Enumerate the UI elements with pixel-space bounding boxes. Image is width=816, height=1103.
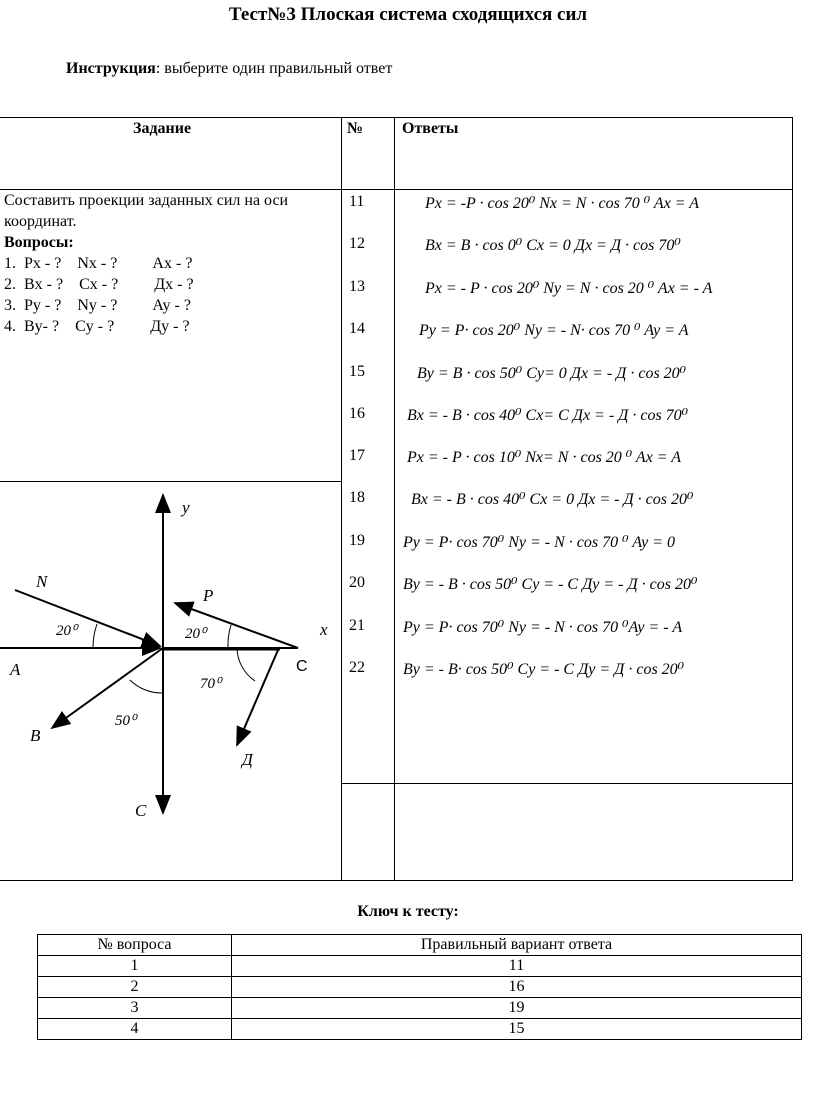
arc-20-right xyxy=(228,625,231,648)
table-border-right xyxy=(792,117,793,881)
answer-num-19: 19 xyxy=(349,532,365,549)
key-a: 16 xyxy=(232,977,802,998)
answer-key-table xyxy=(37,934,802,1040)
key-col-question: № вопроса xyxy=(38,935,232,956)
table-border-col1 xyxy=(341,117,342,881)
label-c-point: C xyxy=(296,658,308,675)
instruction xyxy=(66,60,392,78)
table-row xyxy=(38,977,802,998)
answer-22: By = - B· cos 50⁰ Cy = - C Дy = Д · cos 20⁰ xyxy=(403,661,685,678)
key-a: 19 xyxy=(232,998,802,1019)
key-q: 3 xyxy=(38,998,232,1019)
answer-15: By = B · cos 50⁰ Cy= 0 Дx = - Д · cos 20⁰ xyxy=(417,365,687,382)
table-border-bottom xyxy=(0,880,793,881)
table-border-task-divider xyxy=(0,481,341,482)
answer-num-21: 21 xyxy=(349,617,365,634)
key-q: 1 xyxy=(38,956,232,977)
answer-num-20: 20 xyxy=(349,574,365,591)
table-header-row xyxy=(38,935,802,956)
answer-num-11: 11 xyxy=(349,193,365,210)
label-p: P xyxy=(203,586,214,605)
label-a: A xyxy=(10,660,21,679)
answer-num-22: 22 xyxy=(349,659,365,676)
task-text: Составить проекции заданных сил на оси координат. xyxy=(4,192,289,230)
task-block xyxy=(4,190,336,337)
key-col-answer: Правильный вариант ответа xyxy=(232,935,802,956)
key-a: 11 xyxy=(232,956,802,977)
answer-num-12: 12 xyxy=(349,235,365,252)
arc-50 xyxy=(130,680,163,693)
table-row xyxy=(38,956,802,977)
answer-11: Px = -P · cos 20⁰ Nx = N · cos 70 ⁰ Ax = A xyxy=(425,195,700,212)
key-q: 2 xyxy=(38,977,232,998)
label-d: Д xyxy=(242,750,253,769)
table-border-col2 xyxy=(394,117,395,881)
answer-12: Bx = B · cos 0⁰ Cx = 0 Дx = Д · cos 70⁰ xyxy=(425,237,681,254)
label-x: x xyxy=(320,620,328,639)
label-b: B xyxy=(30,726,41,745)
force-n xyxy=(15,590,160,646)
label-50: 50⁰ xyxy=(115,713,137,729)
answer-19: Py = P· cos 70⁰ Ny = - N · cos 70 ⁰ Ay = 0 xyxy=(403,534,675,551)
answer-17: Px = - P · cos 10⁰ Nx= N · cos 20 ⁰ Ax = A xyxy=(407,449,682,466)
label-y: y xyxy=(182,498,190,517)
question-3: 3. Py - ? Ny - ? Ay - ? xyxy=(4,297,191,314)
answer-18: Bx = - B · cos 40⁰ Cx = 0 Дx = - Д · cos 20⁰ xyxy=(411,491,694,508)
key-q: 4 xyxy=(38,1019,232,1040)
header-task: Задание xyxy=(133,120,192,137)
answer-num-17: 17 xyxy=(349,447,365,464)
label-c: C xyxy=(135,801,147,820)
question-2: 2. Bx - ? Cx - ? Дx - ? xyxy=(4,276,194,293)
table-border-answers-divider xyxy=(341,783,793,784)
label-n: N xyxy=(36,572,48,591)
header-num: № xyxy=(347,120,364,137)
instruction-label: Инструкция xyxy=(66,60,156,77)
force-diagram xyxy=(0,483,341,823)
question-1: 1. Px - ? Nx - ? Ax - ? xyxy=(4,255,193,272)
label-20-right: 20⁰ xyxy=(185,626,207,642)
force-d xyxy=(237,650,278,745)
answer-20: By = - B · cos 50⁰ Cy = - C Дy = - Д · cos 20⁰ xyxy=(403,576,698,593)
questions-label: Вопросы: xyxy=(4,234,74,251)
answer-14: Py = P· cos 20⁰ Ny = - N· cos 70 ⁰ Ay = A xyxy=(419,322,689,339)
label-20-left: 20⁰ xyxy=(56,623,78,639)
arc-70 xyxy=(237,648,255,681)
instruction-text: : выберите один правильный ответ xyxy=(155,60,393,77)
force-b xyxy=(52,648,163,728)
question-4: 4. By- ? Cy - ? Дy - ? xyxy=(4,318,190,335)
answer-num-16: 16 xyxy=(349,405,365,422)
table-row xyxy=(38,998,802,1019)
answer-13: Px = - P · cos 20⁰ Ny = N · cos 20 ⁰ Ax = - A xyxy=(425,280,713,297)
page-title: Тест№3 Плоская система сходящихся сил xyxy=(228,4,588,25)
answer-21: Py = P· cos 70⁰ Ny = - N · cos 70 ⁰Ay = - A xyxy=(403,619,683,636)
header-answers: Ответы xyxy=(402,120,459,137)
key-title: Ключ к тесту: xyxy=(357,903,459,920)
answer-num-15: 15 xyxy=(349,363,365,380)
table-border-top xyxy=(0,117,793,118)
answer-16: Bx = - B · cos 40⁰ Cx= C Дx = - Д · cos 70⁰ xyxy=(407,407,689,424)
key-a: 15 xyxy=(232,1019,802,1040)
answer-num-13: 13 xyxy=(349,278,365,295)
answer-num-14: 14 xyxy=(349,320,365,337)
answer-num-18: 18 xyxy=(349,489,365,506)
table-row xyxy=(38,1019,802,1040)
arc-20-left xyxy=(93,624,97,648)
label-70: 70⁰ xyxy=(200,676,222,692)
